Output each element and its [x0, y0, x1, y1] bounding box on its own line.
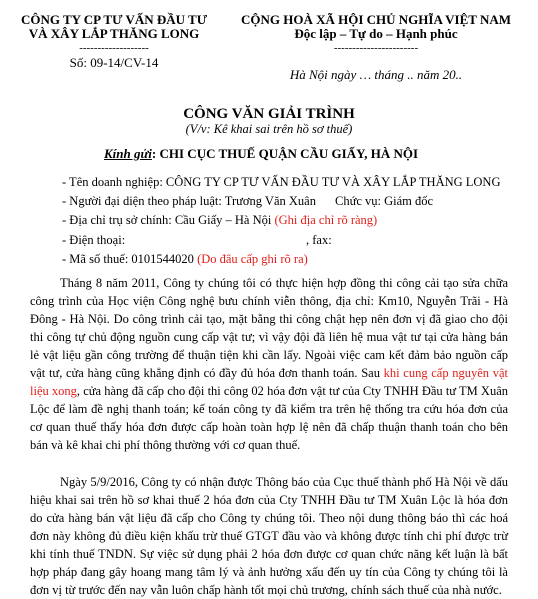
recipient-label: Kính gửi: [104, 146, 152, 161]
tax-code-note: (Do đâu cấp ghi rõ ra): [197, 252, 308, 266]
address-value: - Địa chỉ trụ sở chính: Cầu Giấy – Hà Nội: [62, 213, 275, 227]
nation-title: CỘNG HOÀ XÃ HỘI CHỦ NGHĨA VIỆT NAM: [240, 12, 512, 27]
company-name-field: - Tên doanh nghiệp: CÔNG TY CP TƯ VẤN ĐẦU TƯ VÀ XÂY LẮP THĂNG LONG: [62, 175, 501, 189]
recipient-value: CHI CỤC THUẾ QUẬN CẦU GIẤY, HÀ NỘI: [156, 146, 419, 161]
document-subtitle: (V/v: Kê khai sai trên hồ sơ thuế): [185, 122, 353, 136]
recipient-line: [104, 146, 418, 162]
body-paragraph-1: [30, 274, 508, 454]
right-divider: -----------------------: [333, 42, 419, 54]
address-field: [62, 212, 377, 229]
recipient-sep: :: [151, 146, 157, 161]
fax-field: , fax:: [306, 233, 332, 247]
tax-code-value: - Mã số thuế: 0101544020: [62, 252, 198, 266]
tax-code-field: [62, 251, 308, 268]
left-divider: -------------------: [79, 42, 149, 54]
date-line: Hà Nội ngày … tháng .. năm 20..: [289, 67, 463, 82]
position-field: Chức vụ: Giám đốc: [335, 194, 434, 208]
company-name-line2: VÀ XÂY LẮP THĂNG LONG: [28, 26, 200, 41]
address-note: (Ghi địa chỉ rõ ràng): [274, 213, 378, 227]
phone-field: - Điện thoại:: [62, 233, 126, 247]
paragraph1-part-b: , cửa hàng đã cấp cho đội thi công 02 hóa đơn vật tư của Cty TNHH Đầu tư TM Xuân Lộc để làm đề nghị thanh toán; kế toán công ty đã kiểm tra trên hệ thống tra cứu hóa đơn của cơ quan thuế thấy hóa đơn được cấp hoàn toàn hợp lệ nên đã chấp thuận thanh toán cho bên bán và kê khai chi phí thông thường với cơ quan thuế.: [30, 384, 509, 452]
paragraph1-part-a: Tháng 8 năm 2011, Công ty chúng tôi có thực hiện hợp đồng thi công cải tạo sửa chữa công trình của Học viện Công nghệ bưu chính viễn thông, địa chỉ: Km10, Nguyễn Trãi - Hà Đông - Hà Nội. Do công trình cải tạo, mặt bằng thi công chật hẹp nên đơn vị đã giao cho đội thi công tự chủ động nguồn cung cấp vật tư; vì vậy đội đã liên hệ mua vật tư tại cửa hàng bán lẻ vật liệu gần công trường để thuận tiện khi cần lấy. Ngoài việc cam kết đảm bảo nguồn cấp vật tư, cửa hàng cũng khẳng định có đầy đủ hóa đơn thanh toán. Sau: [30, 276, 508, 380]
document-title: CÔNG VĂN GIẢI TRÌNH: [183, 106, 355, 122]
national-motto: Độc lập – Tự do – Hạnh phúc: [294, 26, 458, 41]
document-number: Số: 09-14/CV-14: [69, 55, 159, 70]
legal-representative-field: - Người đại diện theo pháp luật: Trương Văn Xuân: [62, 194, 316, 208]
company-name-line1: CÔNG TY CP TƯ VẤN ĐẦU TƯ: [20, 12, 208, 27]
paragraph1-highlight: khi cung cấp nguyên vật liệu xong: [30, 366, 508, 398]
body-paragraph-2: Ngày 5/9/2016, Công ty có nhận được Thông báo của Cục thuế thành phố Hà Nội về dấu hiệu khai sai trên hồ sơ khai thuế 2 hóa đơn của Cty TNHH Đầu tư TM Xuân Lộc là hóa đơn do cửa hàng bán vật liệu đã cấp cho Công ty chúng tôi. Theo nội dung thông báo thì các hoá đơn này không đủ điều kiện khấu trừ thuế GTGT đầu vào và không được tính chi phí được trừ khi tính thuế TNDN. Sự việc sử dụng phải 2 hóa đơn được cơ quan chức năng kết luận là bất hợp pháp đang gây hoang mang tâm lý và ảnh hưởng xấu đến uy tín của Công ty chúng tôi là đơn vị từ trước đến nay vẫn luôn chấp hành tốt mọi chủ trương, chính sách thuế của nhà nước.: [30, 475, 508, 597]
